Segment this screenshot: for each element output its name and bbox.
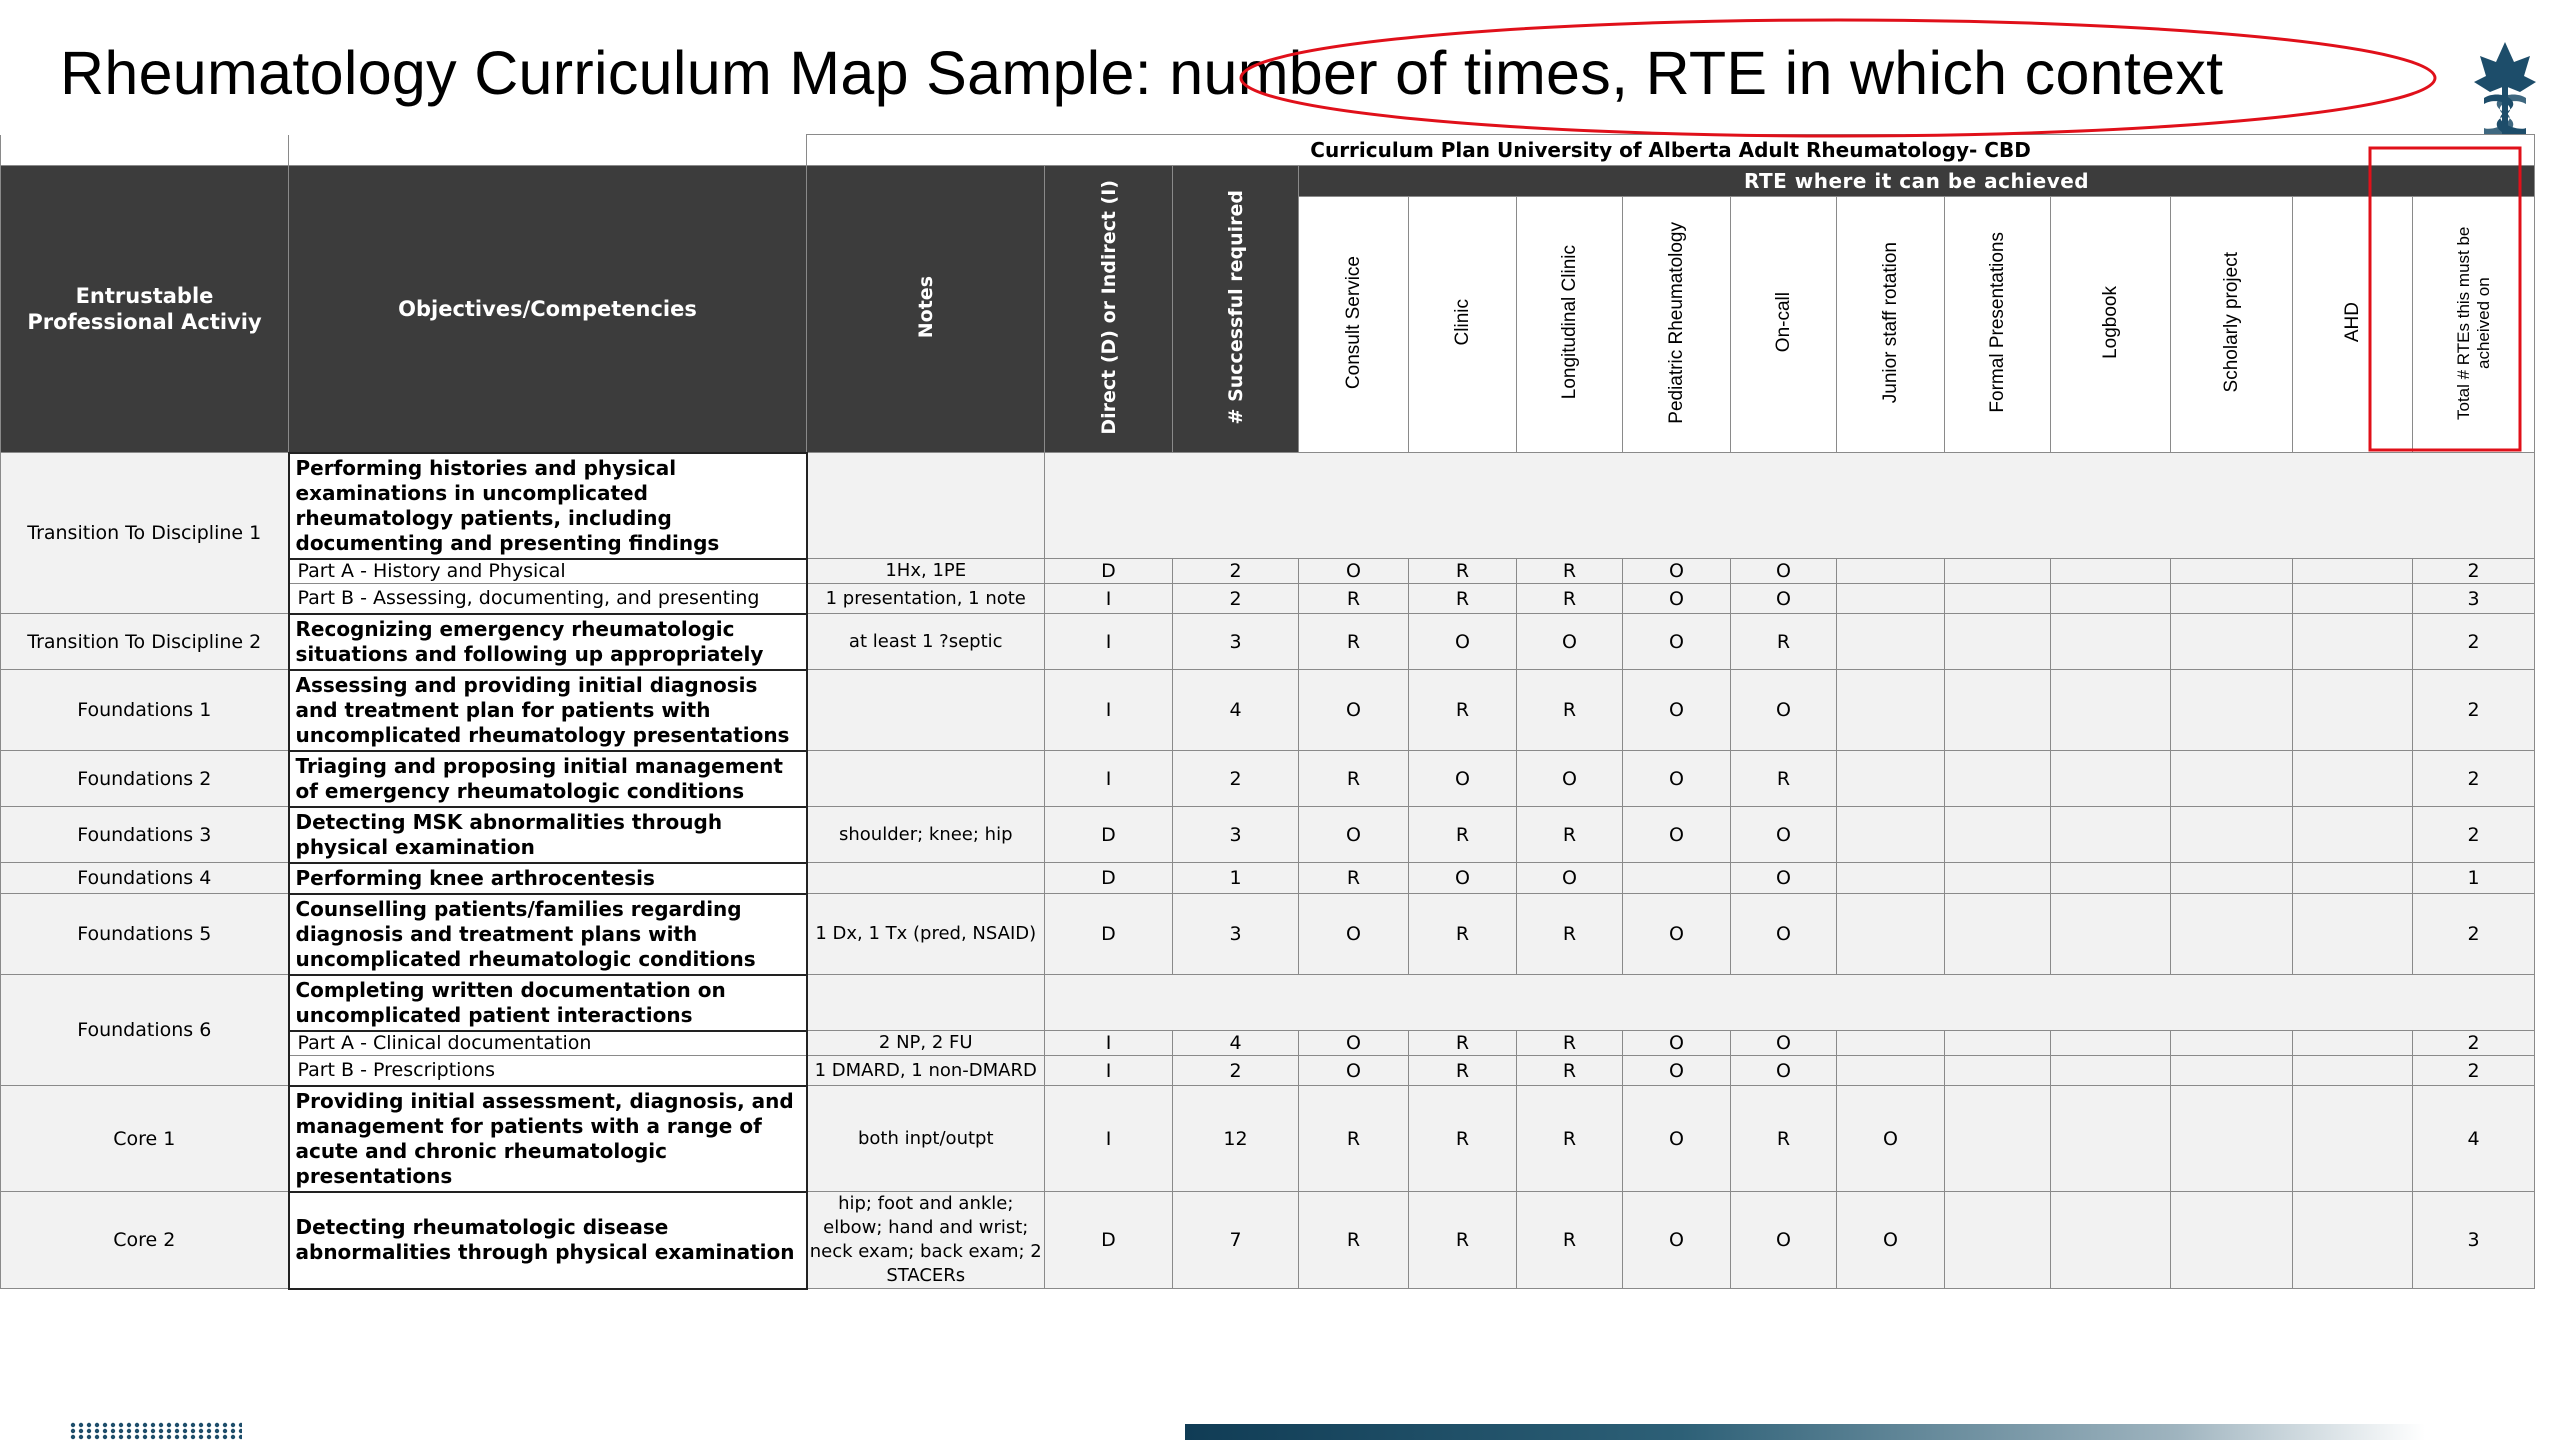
context-cell: O <box>1731 807 1837 863</box>
context-cell: O <box>1731 670 1837 751</box>
header-context: Consult Service <box>1299 197 1409 453</box>
context-cell: O <box>1623 670 1731 751</box>
context-cell <box>2051 670 2171 751</box>
context-cell <box>1837 894 1945 975</box>
context-cell: O <box>1731 559 1837 584</box>
context-cell <box>2171 1056 2293 1086</box>
context-cell <box>2293 1086 2413 1192</box>
slide-title: Rheumatology Curriculum Map Sample: number of times, RTE in which context <box>60 39 2224 107</box>
context-cell: O <box>1517 863 1623 894</box>
context-cell: R <box>1517 559 1623 584</box>
direct-indirect-cell: I <box>1045 751 1173 807</box>
context-cell: O <box>1299 670 1409 751</box>
context-cell <box>1837 751 1945 807</box>
context-cell <box>2051 1086 2171 1192</box>
epa-cell: Foundations 5 <box>1 894 289 975</box>
context-cell: R <box>1517 670 1623 751</box>
context-cell <box>1837 807 1945 863</box>
context-cell <box>1837 584 1945 614</box>
context-cell: R <box>1517 807 1623 863</box>
table-row <box>1 1056 2535 1086</box>
context-cell: O <box>1299 894 1409 975</box>
notes-cell: both inpt/outpt <box>807 1086 1045 1192</box>
direct-indirect-cell: D <box>1045 894 1173 975</box>
successful-required-cell: 2 <box>1173 559 1299 584</box>
context-cell: O <box>1623 1031 1731 1056</box>
context-cell <box>2051 863 2171 894</box>
context-cell <box>2051 1031 2171 1056</box>
total-cell: 2 <box>2413 751 2535 807</box>
context-cell: R <box>1409 894 1517 975</box>
context-cell <box>2293 670 2413 751</box>
context-cell <box>2171 863 2293 894</box>
context-cell <box>1837 863 1945 894</box>
context-cell: R <box>1409 1192 1517 1289</box>
direct-indirect-cell: I <box>1045 1031 1173 1056</box>
context-cell: R <box>1517 1056 1623 1086</box>
table-row <box>1 559 2535 584</box>
header-epa: Entrustable Professional Activiy <box>1 166 289 453</box>
header-objectives: Objectives/Competencies <box>289 166 807 453</box>
notes-cell: 1 DMARD, 1 non-DMARD <box>807 1056 1045 1086</box>
table-row <box>1 584 2535 614</box>
header-successful: # Successful required <box>1173 166 1299 453</box>
successful-required-cell: 3 <box>1173 614 1299 670</box>
context-cell: R <box>1299 863 1409 894</box>
successful-required-cell: 3 <box>1173 894 1299 975</box>
table-row <box>1 670 2535 751</box>
context-cell <box>2293 1056 2413 1086</box>
epa-cell: Core 1 <box>1 1086 289 1192</box>
context-cell: O <box>1623 1056 1731 1086</box>
context-cell: O <box>1623 1086 1731 1192</box>
context-cell: O <box>1517 751 1623 807</box>
objective-cell: Triaging and proposing initial management of emergency rheumatologic conditions <box>289 751 807 807</box>
plan-title: Curriculum Plan University of Alberta Adult Rheumatology- CBD <box>807 135 2535 166</box>
objective-cell: Part A - Clinical documentation <box>289 1031 807 1056</box>
context-cell <box>2171 1192 2293 1289</box>
empty-cell <box>807 453 1045 559</box>
table-row <box>1 1086 2535 1192</box>
context-cell: R <box>1731 1086 1837 1192</box>
context-cell: O <box>1623 614 1731 670</box>
context-cell: O <box>1517 614 1623 670</box>
direct-indirect-cell: D <box>1045 1192 1173 1289</box>
table-row <box>1 614 2535 670</box>
context-cell: R <box>1409 1056 1517 1086</box>
epa-cell: Transition To Discipline 1 <box>1 453 289 614</box>
context-cell: R <box>1409 807 1517 863</box>
context-cell: O <box>1731 584 1837 614</box>
context-cell: R <box>1409 559 1517 584</box>
objective-cell: Performing histories and physical examinations in uncomplicated rheumatology patients, including documenting and presenting findings <box>289 453 807 559</box>
context-cell <box>1945 1192 2051 1289</box>
context-cell <box>1945 1056 2051 1086</box>
header-total: Total # RTEs this must be acheived on <box>2413 197 2535 453</box>
context-cell <box>2171 751 2293 807</box>
successful-required-cell: 2 <box>1173 1056 1299 1086</box>
objective-cell: Completing written documentation on uncomplicated patient interactions <box>289 975 807 1031</box>
total-cell: 2 <box>2413 559 2535 584</box>
total-cell: 4 <box>2413 1086 2535 1192</box>
objective-cell: Part B - Prescriptions <box>289 1056 807 1086</box>
header-context: Pediatric Rheumatology <box>1623 197 1731 453</box>
context-cell <box>1945 1031 2051 1056</box>
empty-cell <box>807 975 1045 1031</box>
objective-cell: Detecting MSK abnormalities through physical examination <box>289 807 807 863</box>
total-cell: 2 <box>2413 1056 2535 1086</box>
successful-required-cell: 3 <box>1173 807 1299 863</box>
objective-cell: Recognizing emergency rheumatologic situations and following up appropriately <box>289 614 807 670</box>
context-cell: R <box>1517 584 1623 614</box>
epa-cell: Transition To Discipline 2 <box>1 614 289 670</box>
objective-cell: Detecting rheumatologic disease abnormalities through physical examination <box>289 1192 807 1289</box>
context-cell <box>2293 1192 2413 1289</box>
context-cell <box>2051 584 2171 614</box>
context-cell: O <box>1837 1086 1945 1192</box>
context-cell: O <box>1299 559 1409 584</box>
context-cell: R <box>1299 614 1409 670</box>
direct-indirect-cell: D <box>1045 559 1173 584</box>
successful-required-cell: 2 <box>1173 584 1299 614</box>
context-cell <box>2051 751 2171 807</box>
context-cell: O <box>1299 1031 1409 1056</box>
context-cell: O <box>1409 614 1517 670</box>
context-cell <box>1837 559 1945 584</box>
epa-cell: Core 2 <box>1 1192 289 1289</box>
context-cell <box>2051 1192 2171 1289</box>
context-cell <box>1945 670 2051 751</box>
table-row <box>1 1031 2535 1056</box>
context-cell: R <box>1517 1031 1623 1056</box>
context-cell <box>2051 559 2171 584</box>
context-cell: O <box>1623 894 1731 975</box>
context-cell <box>2051 1056 2171 1086</box>
header-context: Junior staff rotation <box>1837 197 1945 453</box>
context-cell <box>2293 559 2413 584</box>
context-cell: R <box>1731 614 1837 670</box>
context-cell <box>1945 894 2051 975</box>
context-cell <box>2293 807 2413 863</box>
context-cell: O <box>1623 1192 1731 1289</box>
total-cell: 2 <box>2413 807 2535 863</box>
curriculum-map-table <box>0 134 2535 1290</box>
notes-cell: 1 presentation, 1 note <box>807 584 1045 614</box>
context-cell <box>1945 584 2051 614</box>
total-cell: 1 <box>2413 863 2535 894</box>
notes-cell: at least 1 ?septic <box>807 614 1045 670</box>
objective-cell: Counselling patients/families regarding diagnosis and treatment plans with uncomplicated rheumatologic conditions <box>289 894 807 975</box>
footer-gradient-band <box>1185 1424 2425 1440</box>
objective-cell: Providing initial assessment, diagnosis, and management for patients with a range of acute and chronic rheumatologic presentations <box>289 1086 807 1192</box>
total-cell: 2 <box>2413 894 2535 975</box>
context-cell <box>2293 894 2413 975</box>
header-notes: Notes <box>807 166 1045 453</box>
context-cell: R <box>1731 751 1837 807</box>
epa-cell: Foundations 3 <box>1 807 289 863</box>
context-cell <box>2293 863 2413 894</box>
total-cell: 3 <box>2413 584 2535 614</box>
context-cell <box>2293 614 2413 670</box>
context-cell: O <box>1409 751 1517 807</box>
context-cell: R <box>1409 670 1517 751</box>
total-cell: 3 <box>2413 1192 2535 1289</box>
context-cell: O <box>1623 584 1731 614</box>
notes-cell <box>807 751 1045 807</box>
successful-required-cell: 4 <box>1173 670 1299 751</box>
context-cell <box>2051 894 2171 975</box>
table-row <box>1 1192 2535 1289</box>
context-cell <box>1837 1056 1945 1086</box>
table-row <box>1 807 2535 863</box>
context-cell <box>1945 614 2051 670</box>
context-cell: O <box>1623 559 1731 584</box>
direct-indirect-cell: D <box>1045 863 1173 894</box>
context-cell: O <box>1623 807 1731 863</box>
dotted-pattern-icon <box>70 1422 242 1440</box>
context-cell <box>1945 863 2051 894</box>
context-cell: R <box>1517 894 1623 975</box>
header-context: AHD <box>2293 197 2413 453</box>
context-cell: R <box>1299 584 1409 614</box>
context-cell: O <box>1299 1056 1409 1086</box>
context-cell <box>2171 1086 2293 1192</box>
header-context: Longitudinal Clinic <box>1517 197 1623 453</box>
table-row <box>1 975 2535 1031</box>
context-cell <box>1945 559 2051 584</box>
context-cell: O <box>1731 1192 1837 1289</box>
rte-group-title: RTE where it can be achieved <box>1299 166 2535 197</box>
notes-cell: 1Hx, 1PE <box>807 559 1045 584</box>
epa-cell: Foundations 1 <box>1 670 289 751</box>
context-cell: O <box>1731 1031 1837 1056</box>
context-cell: R <box>1299 751 1409 807</box>
epa-cell: Foundations 6 <box>1 975 289 1086</box>
header-context: On-call <box>1731 197 1837 453</box>
curriculum-table-region <box>0 134 2530 1290</box>
context-cell: O <box>1731 863 1837 894</box>
context-cell <box>2171 584 2293 614</box>
header-context: Formal Presentations <box>1945 197 2051 453</box>
total-cell: 2 <box>2413 1031 2535 1056</box>
context-cell <box>2171 1031 2293 1056</box>
objective-cell: Performing knee arthrocentesis <box>289 863 807 894</box>
direct-indirect-cell: I <box>1045 670 1173 751</box>
successful-required-cell: 2 <box>1173 751 1299 807</box>
context-cell: R <box>1409 1086 1517 1192</box>
successful-required-cell: 1 <box>1173 863 1299 894</box>
direct-indirect-cell: D <box>1045 807 1173 863</box>
context-cell <box>2171 894 2293 975</box>
successful-required-cell: 12 <box>1173 1086 1299 1192</box>
notes-cell: hip; foot and ankle; elbow; hand and wrist; neck exam; back exam; 2 STACERs <box>807 1192 1045 1289</box>
context-cell <box>1945 807 2051 863</box>
epa-cell: Foundations 2 <box>1 751 289 807</box>
context-cell: O <box>1409 863 1517 894</box>
notes-cell <box>807 863 1045 894</box>
notes-cell: 2 NP, 2 FU <box>807 1031 1045 1056</box>
direct-indirect-cell: I <box>1045 1056 1173 1086</box>
total-cell: 2 <box>2413 614 2535 670</box>
context-cell: O <box>1623 751 1731 807</box>
context-cell <box>1837 670 1945 751</box>
notes-cell: shoulder; knee; hip <box>807 807 1045 863</box>
context-cell <box>2171 807 2293 863</box>
direct-indirect-cell: I <box>1045 1086 1173 1192</box>
context-cell <box>2171 614 2293 670</box>
objective-cell: Assessing and providing initial diagnosis and treatment plan for patients with uncomplicated rheumatology presentations <box>289 670 807 751</box>
context-cell: R <box>1299 1192 1409 1289</box>
header-context: Logbook <box>2051 197 2171 453</box>
context-cell <box>2171 559 2293 584</box>
context-cell: R <box>1517 1086 1623 1192</box>
context-cell <box>1945 751 2051 807</box>
context-cell <box>1837 614 1945 670</box>
empty-cell <box>1045 975 2535 1031</box>
context-cell <box>2293 1031 2413 1056</box>
notes-cell: 1 Dx, 1 Tx (pred, NSAID) <box>807 894 1045 975</box>
context-cell: O <box>1837 1192 1945 1289</box>
context-cell <box>1837 1031 1945 1056</box>
table-row <box>1 751 2535 807</box>
table-row <box>1 894 2535 975</box>
context-cell <box>2293 751 2413 807</box>
table-row <box>1 863 2535 894</box>
successful-required-cell: 7 <box>1173 1192 1299 1289</box>
context-cell <box>2171 670 2293 751</box>
context-cell <box>1623 863 1731 894</box>
table-row <box>1 453 2535 559</box>
context-cell: O <box>1731 1056 1837 1086</box>
notes-cell <box>807 670 1045 751</box>
context-cell <box>2051 807 2171 863</box>
header-context: Clinic <box>1409 197 1517 453</box>
header-direct: Direct (D) or Indirect (I) <box>1045 166 1173 453</box>
objective-cell: Part A - History and Physical <box>289 559 807 584</box>
total-cell: 2 <box>2413 670 2535 751</box>
context-cell <box>2293 584 2413 614</box>
context-cell: R <box>1299 1086 1409 1192</box>
context-cell <box>2051 614 2171 670</box>
successful-required-cell: 4 <box>1173 1031 1299 1056</box>
context-cell: R <box>1409 584 1517 614</box>
context-cell: O <box>1731 894 1837 975</box>
direct-indirect-cell: I <box>1045 584 1173 614</box>
header-context: Scholarly project <box>2171 197 2293 453</box>
context-cell: R <box>1517 1192 1623 1289</box>
context-cell: O <box>1299 807 1409 863</box>
context-cell: R <box>1409 1031 1517 1056</box>
empty-cell <box>1045 453 2535 559</box>
objective-cell: Part B - Assessing, documenting, and presenting <box>289 584 807 614</box>
direct-indirect-cell: I <box>1045 614 1173 670</box>
context-cell <box>1945 1086 2051 1192</box>
epa-cell: Foundations 4 <box>1 863 289 894</box>
